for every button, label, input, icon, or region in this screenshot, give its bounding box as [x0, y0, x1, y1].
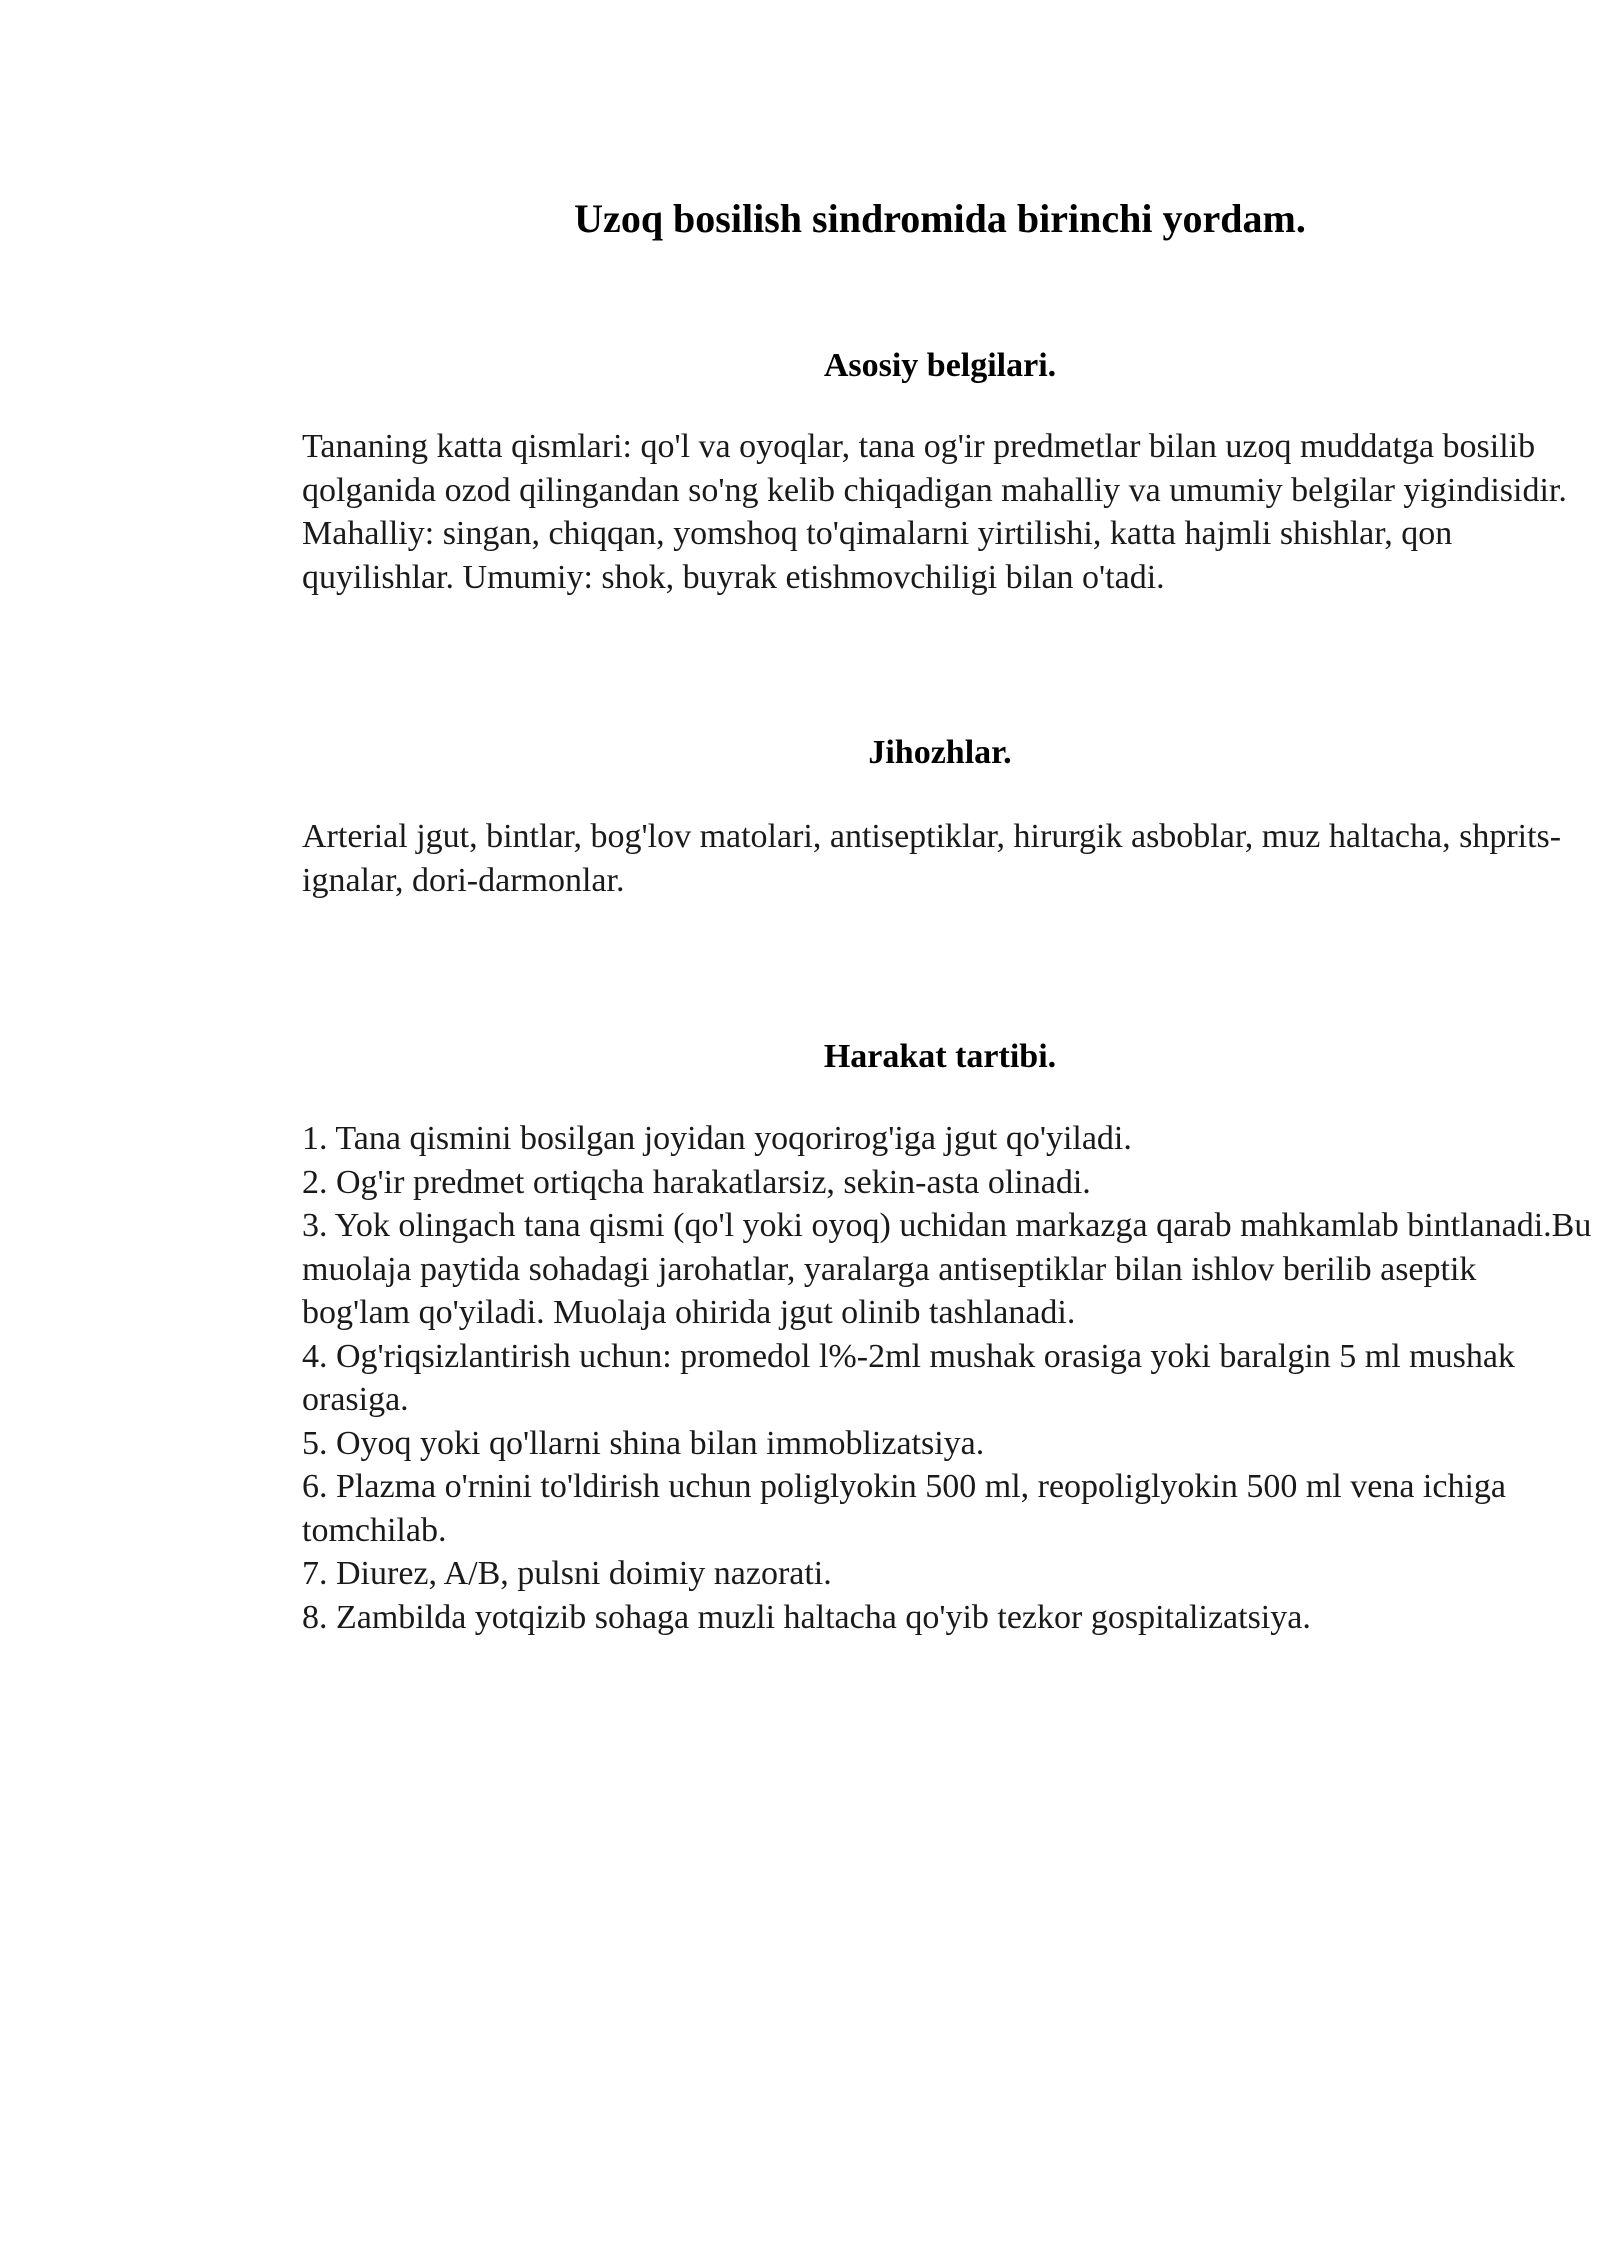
- equipment-paragraph: Arterial jgut, bintlar, bog'lov matolari, antiseptiklar, hirurgik asboblar, muz haltacha, shprits-ignalar, dori-darmonlar.: [302, 818, 1562, 899]
- procedure-step: 6. Plazma o'rnini to'ldirish uchun poliglyokin 500 ml, reopoliglyokin 500 ml vena ichiga tomchilab.: [302, 1468, 1506, 1549]
- procedure-step: 3. Yok olingach tana qismi (qo'l yoki oyoq) uchidan markazga qarab mahkamlab bintlanadi.Bu muolaja paytida sohadagi jarohatlar, yaralarga antiseptiklar bilan ishlov berilib aseptik bog'lam qo'yiladi. Muolaja ohirida jgut olinib tashlanadi.: [302, 1207, 1592, 1331]
- procedure-steps-list: [302, 1117, 1592, 1639]
- procedure-step: 1. Tana qismini bosilgan joyidan yoqorirog'iga jgut qo'yiladi.: [302, 1120, 1132, 1157]
- procedure-step: 8. Zambilda yotqizib sohaga muzli haltacha qo'yib tezkor gospitalizatsiya.: [302, 1598, 1311, 1636]
- symptoms-paragraph: Tananing katta qismlari: qo'l va oyoqlar, tana og'ir predmetlar bilan uzoq muddatga bosilib qolganida ozod qilingandan so'ng kelib chiqadigan mahalliy va umumiy belgilar yigindisidir. Mahalliy: singan, chiqqan, yomshoq to'qimalarni yirtilishi, katta hajmli shishlar, qon quyilishlar. Umumiy: shok, buyrak etishmovchiligi bilan o'tadi.: [302, 428, 1567, 596]
- section-heading-equipment: Jihozhlar.: [868, 734, 1012, 771]
- procedure-step: 5. Oyoq yoki qo'llarni shina bilan immoblizatsiya.: [302, 1424, 985, 1462]
- document-title: Uzoq bosilish sindromida birinchi yordam.: [574, 196, 1306, 241]
- section-heading-procedure: Harakat tartibi.: [823, 1038, 1057, 1075]
- procedure-step: 4. Og'riqsizlantirish uchun: promedol l%-2ml mushak orasiga yoki baralgin 5 ml mushak orasiga.: [302, 1337, 1515, 1418]
- procedure-step: 2. Og'ir predmet ortiqcha harakatlarsiz, sekin-asta olinadi.: [302, 1163, 1091, 1201]
- procedure-step: 7. Diurez, A/B, pulsni doimiy nazorati.: [302, 1555, 832, 1592]
- section-heading-symptoms: Asosiy belgilari.: [823, 347, 1057, 384]
